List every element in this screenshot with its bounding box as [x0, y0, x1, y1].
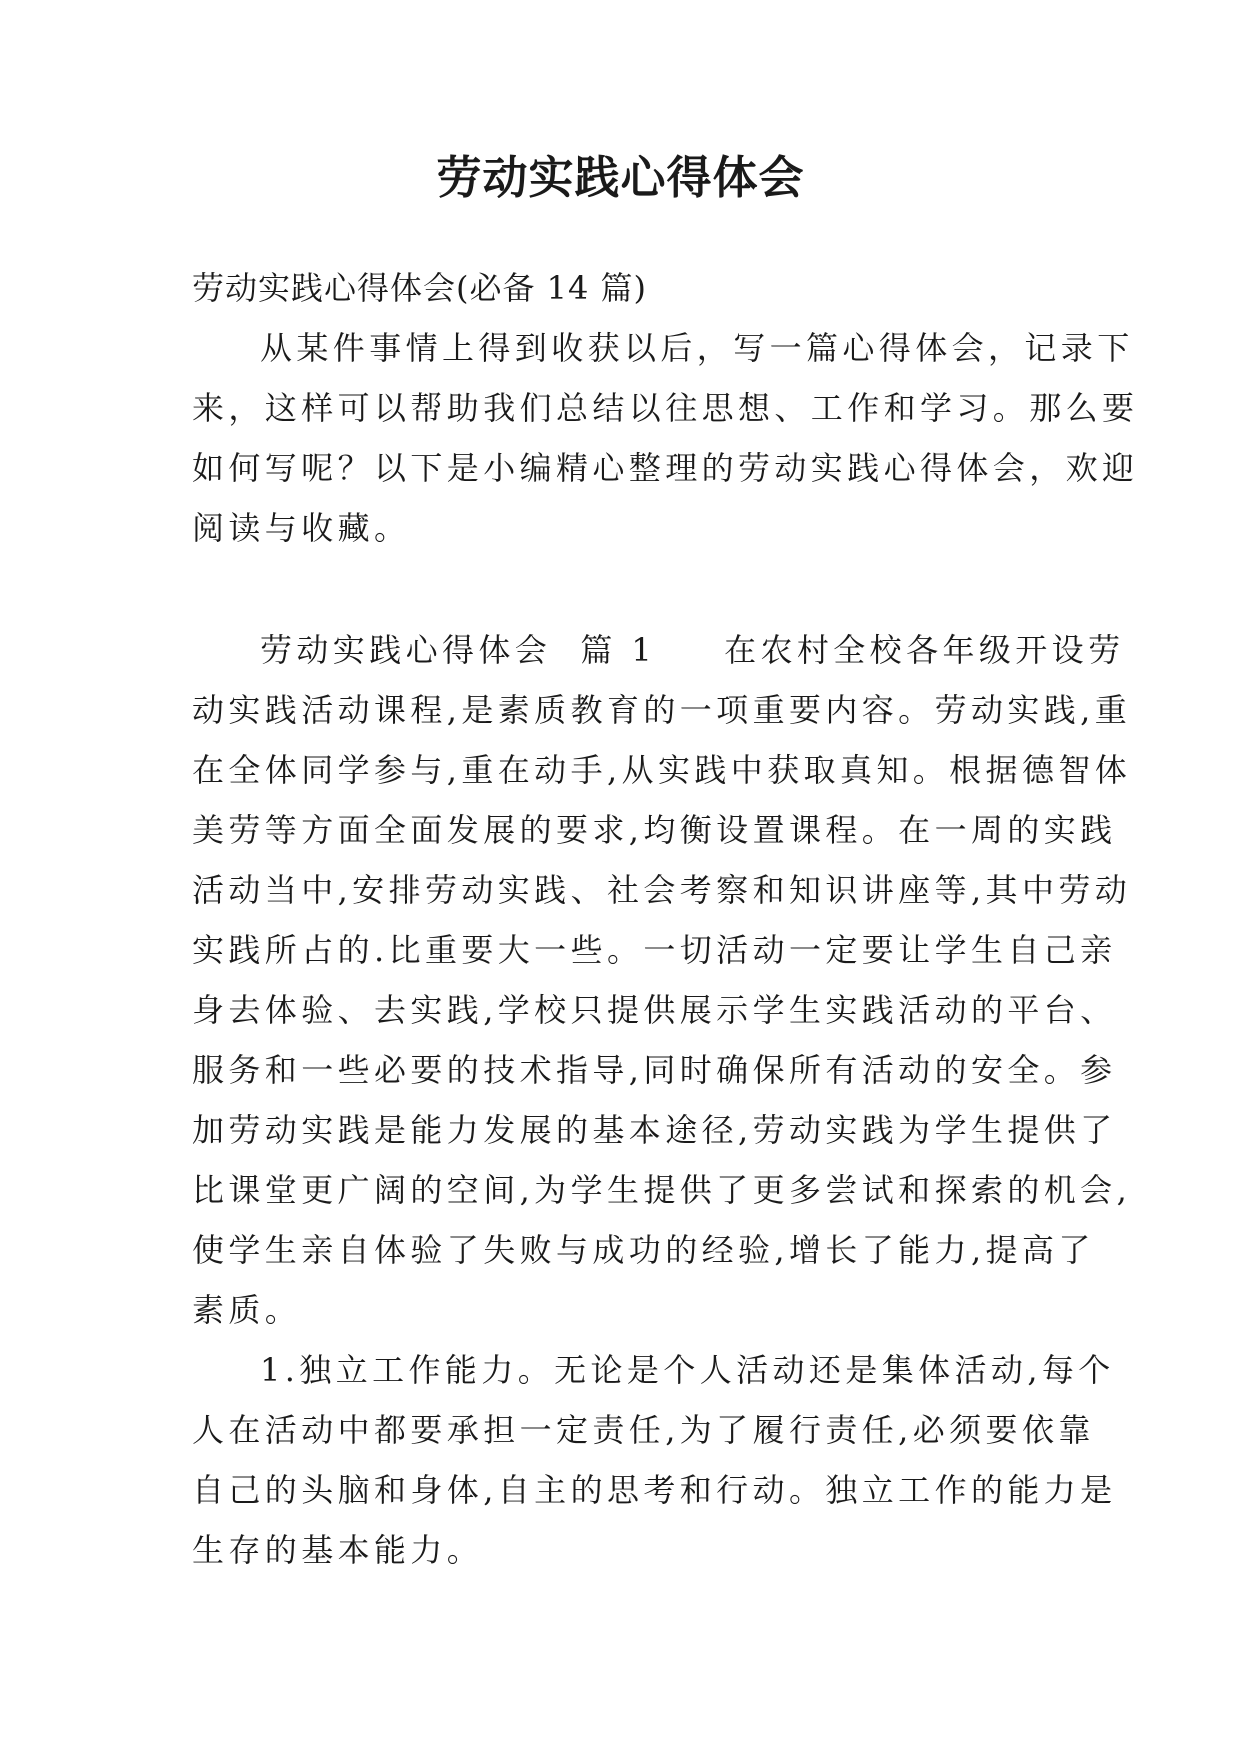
- section-1-first-line: [192, 620, 1125, 680]
- section-1-line: 素质。: [192, 1291, 302, 1329]
- document-subtitle: 劳动实践心得体会(必备 14 篇): [192, 269, 648, 307]
- section-1-first-text: 在农村全校各年级开设劳: [724, 631, 1125, 669]
- point-1-paragraph: [192, 1340, 1117, 1580]
- intro-line: 来，这样可以帮助我们总结以往思想、工作和学习。那么要: [192, 389, 1139, 427]
- document-title: 劳动实践心得体会: [436, 151, 805, 204]
- section-1-line: 在全体同学参与,重在动手,从实践中获取真知。根据德智体: [192, 751, 1132, 789]
- document-body: [192, 258, 1139, 1580]
- paragraph-spacer: [192, 558, 1062, 620]
- section-1-line: 身去体验、去实践,学校只提供展示学生实践活动的平台、: [192, 991, 1117, 1029]
- intro-line: 如何写呢？以下是小编精心整理的劳动实践心得体会，欢迎: [192, 449, 1139, 487]
- section-1-line: 比课堂更广阔的空间,为学生提供了更多尝试和探索的机会,: [192, 1171, 1132, 1209]
- point-1-line: 1.独立工作能力。无论是个人活动还是集体活动,每个: [260, 1351, 1115, 1389]
- point-1-line: 人在活动中都要承担一定责任,为了履行责任,必须要依靠: [192, 1411, 1095, 1449]
- point-1-line: 自己的头脑和身体,自主的思考和行动。独立工作的能力是: [192, 1471, 1117, 1509]
- section-1-paragraph: [192, 620, 1132, 1340]
- section-1-line: 实践所占的.比重要大一些。一切活动一定要让学生自己亲: [192, 931, 1117, 969]
- section-1-line: 美劳等方面全面发展的要求,均衡设置课程。在一周的实践: [192, 811, 1117, 849]
- section-1-heading: 劳动实践心得体会 篇 1: [260, 631, 657, 669]
- point-1-line: 生存的基本能力。: [192, 1531, 484, 1569]
- section-1-line: 动实践活动课程,是素质教育的一项重要内容。劳动实践,重: [192, 691, 1132, 729]
- intro-line: 阅读与收藏。: [192, 509, 411, 547]
- section-1-line: 活动当中,安排劳动实践、社会考察和知识讲座等,其中劳动: [192, 871, 1132, 909]
- section-1-line: 使学生亲自体验了失败与成功的经验,增长了能力,提高了: [192, 1231, 1095, 1269]
- section-1-line: 服务和一些必要的技术指导,同时确保所有活动的安全。参: [192, 1051, 1117, 1089]
- intro-line: 从某件事情上得到收获以后，写一篇心得体会，记录下: [260, 329, 1134, 367]
- section-1-line: 加劳动实践是能力发展的基本途径,劳动实践为学生提供了: [192, 1111, 1117, 1149]
- intro-paragraph: [192, 318, 1139, 558]
